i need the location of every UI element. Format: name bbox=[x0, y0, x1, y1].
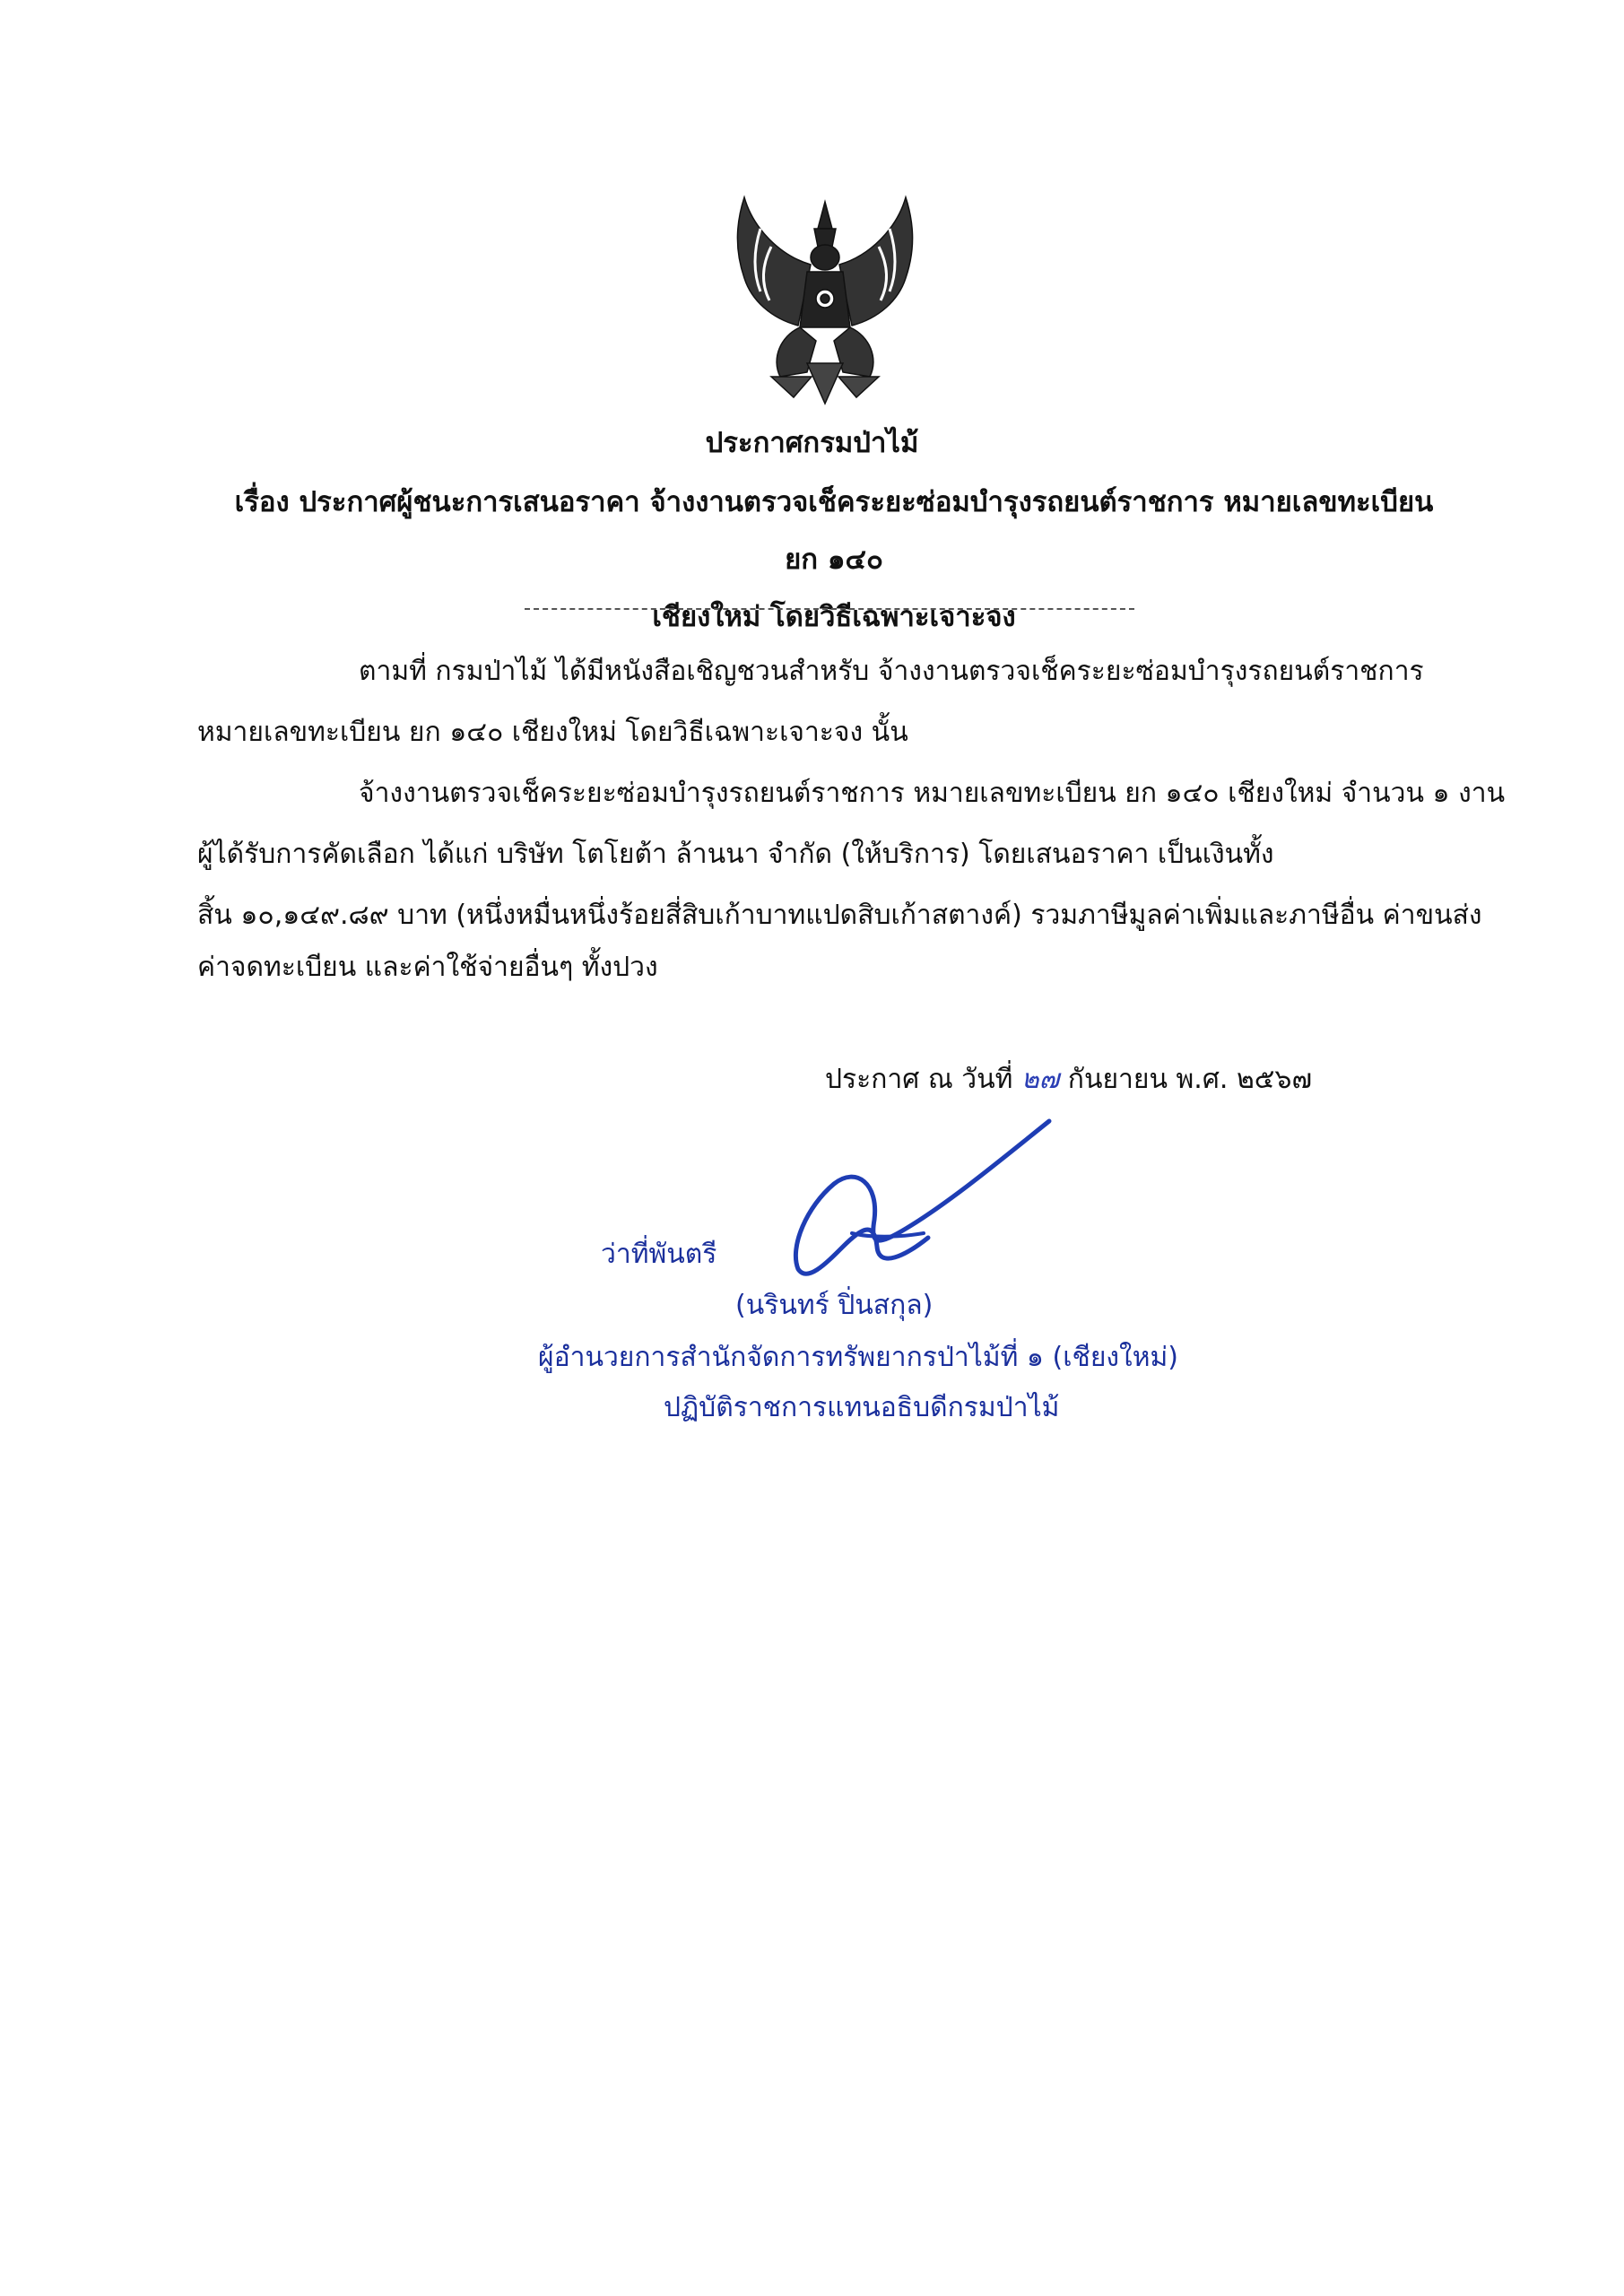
document-subject bbox=[215, 474, 1453, 646]
paragraph-2-line-3: สิ้น ๑๐,๑๔๙.๘๙ บาท (หนึ่งหมื่นหนึ่งร้อยสี่สิบเก้าบาทแปดสิบเก้าสตางค์) รวมภาษีมูลค่าเพิ่มและภาษีอื่น ค่าขนส่ง bbox=[197, 900, 1482, 931]
announcement-date bbox=[825, 1058, 1312, 1100]
signatory-acting: ปฏิบัติราชการแทนอธิบดีกรมป่าไม้ bbox=[664, 1392, 1060, 1423]
garuda-emblem-icon bbox=[717, 193, 933, 408]
signatory-rank: ว่าที่พันตรี bbox=[601, 1239, 717, 1270]
paragraph-2-line-1: จ้างงานตรวจเช็คระยะซ่อมบำรุงรถยนต์ราชการ หมายเลขทะเบียน ยก ๑๔๐ เชียงใหม่ จำนวน ๑ งาน bbox=[359, 778, 1506, 809]
paragraph-2-line-2: ผู้ได้รับการคัดเลือก ได้แก่ บริษัท โตโยต้า ล้านนา จำกัด (ให้บริการ) โดยเสนอราคา เป็นเงินทั้ง bbox=[197, 839, 1274, 870]
signatory-name: (นรินทร์ ปิ่นสกุล) bbox=[735, 1290, 934, 1321]
subject-line-1: เรื่อง ประกาศผู้ชนะการเสนอราคา จ้างงานตรวจเช็คระยะซ่อมบำรุงรถยนต์ราชการ หมายเลขทะเบียน ยก ๑๔๐ bbox=[234, 486, 1434, 576]
date-month-year: กันยายน พ.ศ. ๒๕๖๗ bbox=[1067, 1064, 1313, 1095]
signatory-position: ผู้อำนวยการสำนักจัดการทรัพยากรป่าไม้ที่ ๑ (เชียงใหม่) bbox=[538, 1342, 1178, 1373]
date-day-handwritten: ๒๗ bbox=[1020, 1064, 1060, 1095]
paragraph-2-line-4: ค่าจดทะเบียน และค่าใช้จ่ายอื่นๆ ทั้งปวง bbox=[197, 952, 658, 983]
document-title: ประกาศกรมป่าไม้ bbox=[705, 427, 919, 459]
header-divider bbox=[525, 608, 1134, 610]
subject-line-2: เชียงใหม่ โดยวิธีเฉพาะเจาะจง bbox=[652, 601, 1016, 633]
paragraph-1-line-1: ตามที่ กรมป่าไม้ ได้มีหนังสือเชิญชวนสำหรับ จ้างงานตรวจเช็คระยะซ่อมบำรุงรถยนต์ราชการ bbox=[359, 656, 1424, 687]
handwritten-signature bbox=[771, 1112, 1094, 1292]
paragraph-1-line-2: หมายเลขทะเบียน ยก ๑๔๐ เชียงใหม่ โดยวิธีเฉพาะเจาะจง นั้น bbox=[197, 717, 908, 748]
date-prefix: ประกาศ ณ วันที่ bbox=[825, 1064, 1013, 1095]
